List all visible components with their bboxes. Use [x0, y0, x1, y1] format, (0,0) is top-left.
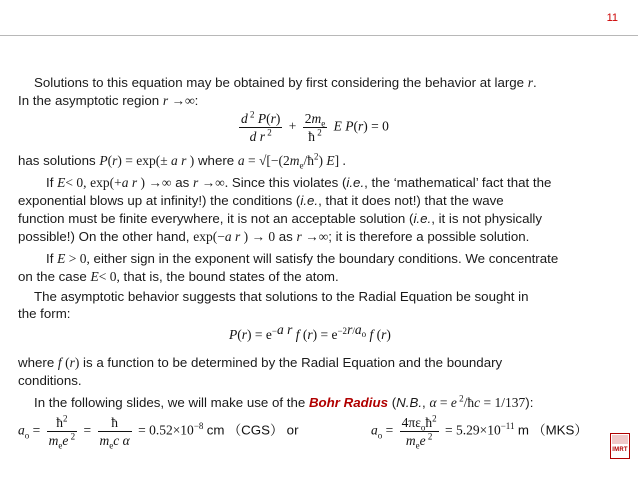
case-negative-line-3 [18, 211, 622, 227]
on-case-text: on the case [18, 269, 87, 284]
colon: : [194, 93, 199, 108]
case-positive-line-1 [18, 251, 622, 267]
if-text: If [46, 251, 54, 266]
where-text: where [197, 153, 235, 168]
ansatz-text: The asymptotic behavior suggests that solutions to the Radial Equation be sought in [34, 289, 529, 304]
mass-fraction: $\frac{2m_e}{ħ ^2}$ [304, 111, 326, 144]
condition-e-negative: E< 0, [90, 269, 120, 284]
has-solutions-text: has solutions [18, 153, 96, 168]
or-text: or [286, 422, 299, 438]
ie-italic: i.e. [346, 175, 365, 190]
wave-text: , that it does not!) that the wave [318, 193, 504, 208]
cgs-label: （CGS） [227, 422, 284, 438]
bound-states-text: that is, the bound states of the atom. [123, 269, 339, 284]
ie-italic: i.e. [300, 193, 319, 208]
bohr-radius-cgs: $a_o$ = $\frac{ħ^2}{m_ee ^2}$ = $\frac{ħ}{m_ec \alpha}$ = $0.52\times 10^{-8}$ cm （CGS） or [18, 413, 299, 451]
bohr-intro-line [18, 395, 622, 411]
mks-label: （MKS） [532, 422, 588, 438]
condition-e-positive: E > 0, [57, 251, 90, 266]
conditions-text: conditions. [18, 373, 82, 388]
limit-expr: r →∞ [162, 93, 195, 108]
since-text: Since this violates ( [231, 175, 347, 190]
hbar-squared-fraction: $\frac{ħ^2}{m_ee ^2}$ [48, 413, 76, 451]
where-f-line-2 [18, 373, 622, 389]
either-sign-text: either sign in the exponent will satisfy the boundary conditions. We concentrate [93, 251, 559, 266]
following-slides-text: In the following slides, we will make use of the [34, 395, 306, 410]
if-text: If [46, 175, 54, 190]
period: . [533, 75, 537, 90]
energy-term: E P [333, 118, 354, 134]
growing-exponential: exp(+a r ) →∞ [90, 175, 172, 190]
bohr-radius-mks: $a_o$ = $\frac{4\pi\varepsilon_oħ^2}{m_ee ^2}$ = $5.29\times 10^{-11}$ m （MKS） [371, 413, 588, 451]
finite-text: function must be finite everywhere, it is not an acceptable solution ( [18, 211, 414, 226]
other-hand-text: possible!) On the other hand, [18, 229, 190, 244]
case-negative-line-4 [18, 229, 622, 245]
intro-text: Solutions to this equation may be obtained by first considering the behavior at large [34, 75, 525, 90]
logo-text: IMRT [612, 447, 628, 453]
ansatz-equation: $P(r) = e^{-a r}$ f $(r) = e^{-2r/a_o}$ f (r) [229, 321, 391, 342]
asymptotic-text: In the asymptotic region [18, 93, 160, 108]
intro-line-2 [18, 93, 622, 109]
intro-line-1 [18, 75, 622, 91]
page-number: 11 [606, 12, 618, 24]
open-paren: ( [391, 395, 397, 410]
second-derivative-fraction: $\frac{d ^2 P(r)}{d r ^2}$ [241, 109, 281, 144]
solutions-line [18, 153, 622, 169]
decaying-exponential: exp(−a r ) → 0 [193, 229, 276, 244]
blows-up-text: exponential blows up at infinity!) the conditions ( [18, 193, 301, 208]
solution-expr: P(r) = exp(± a r ) [99, 153, 195, 168]
comma: , [422, 395, 426, 410]
var-r: r [527, 75, 534, 90]
where-f-line-1 [18, 355, 622, 371]
case-negative-line-2 [18, 193, 622, 209]
bohr-radius-term: Bohr Radius [308, 395, 389, 410]
unit-cm: cm [206, 422, 225, 438]
nb-italic: N.B. [396, 395, 423, 410]
permittivity-fraction: $\frac{4\pi\varepsilon_oħ^2}{m_ee ^2}$ [401, 413, 437, 451]
condition-e-negative: E< 0, [57, 175, 87, 190]
f-of-r: f (r) [57, 355, 80, 370]
possible-solution-text: ; it is therefore a possible solution. [328, 229, 530, 244]
asymptotic-equation: $\frac{d ^2 P(r)}{d r ^2}$ + $\frac{2m_e}{ħ ^2}$ E P(r) = 0 [241, 109, 389, 144]
alpha-fraction: $\frac{ħ}{m_ec \alpha}$ [99, 415, 130, 451]
case-negative-line-1 [18, 175, 622, 191]
unit-m: m [517, 422, 529, 438]
institution-logo [610, 433, 630, 459]
header-divider [0, 35, 638, 36]
fine-structure-constant: α = e $^2$/ħc = 1/137 [429, 393, 526, 410]
physically-text: , it is not physically [431, 211, 543, 226]
ansatz-line-2 [18, 306, 622, 322]
as-text: as [175, 175, 190, 190]
a-definition: $a = √[-(2m_e/ħ^2)$ E] . [237, 151, 346, 171]
where-text: where [18, 355, 55, 370]
ie-italic: i.e. [413, 211, 432, 226]
ansatz-line-1 [18, 289, 622, 305]
limit-r-infinity: r →∞. [193, 175, 229, 190]
logo-graphic [612, 435, 628, 444]
limit-r-infinity: r →∞ [296, 229, 329, 244]
as-text: as [278, 229, 293, 244]
determined-text: is a function to be determined by the Radial Equation and the boundary [83, 355, 503, 370]
case-positive-line-2 [18, 269, 622, 285]
close-paren: ): [525, 395, 534, 410]
fact-text: , the ‘mathematical’ fact that the [364, 175, 552, 190]
plus-sign: + [288, 118, 297, 134]
form-text: the form: [18, 306, 71, 321]
